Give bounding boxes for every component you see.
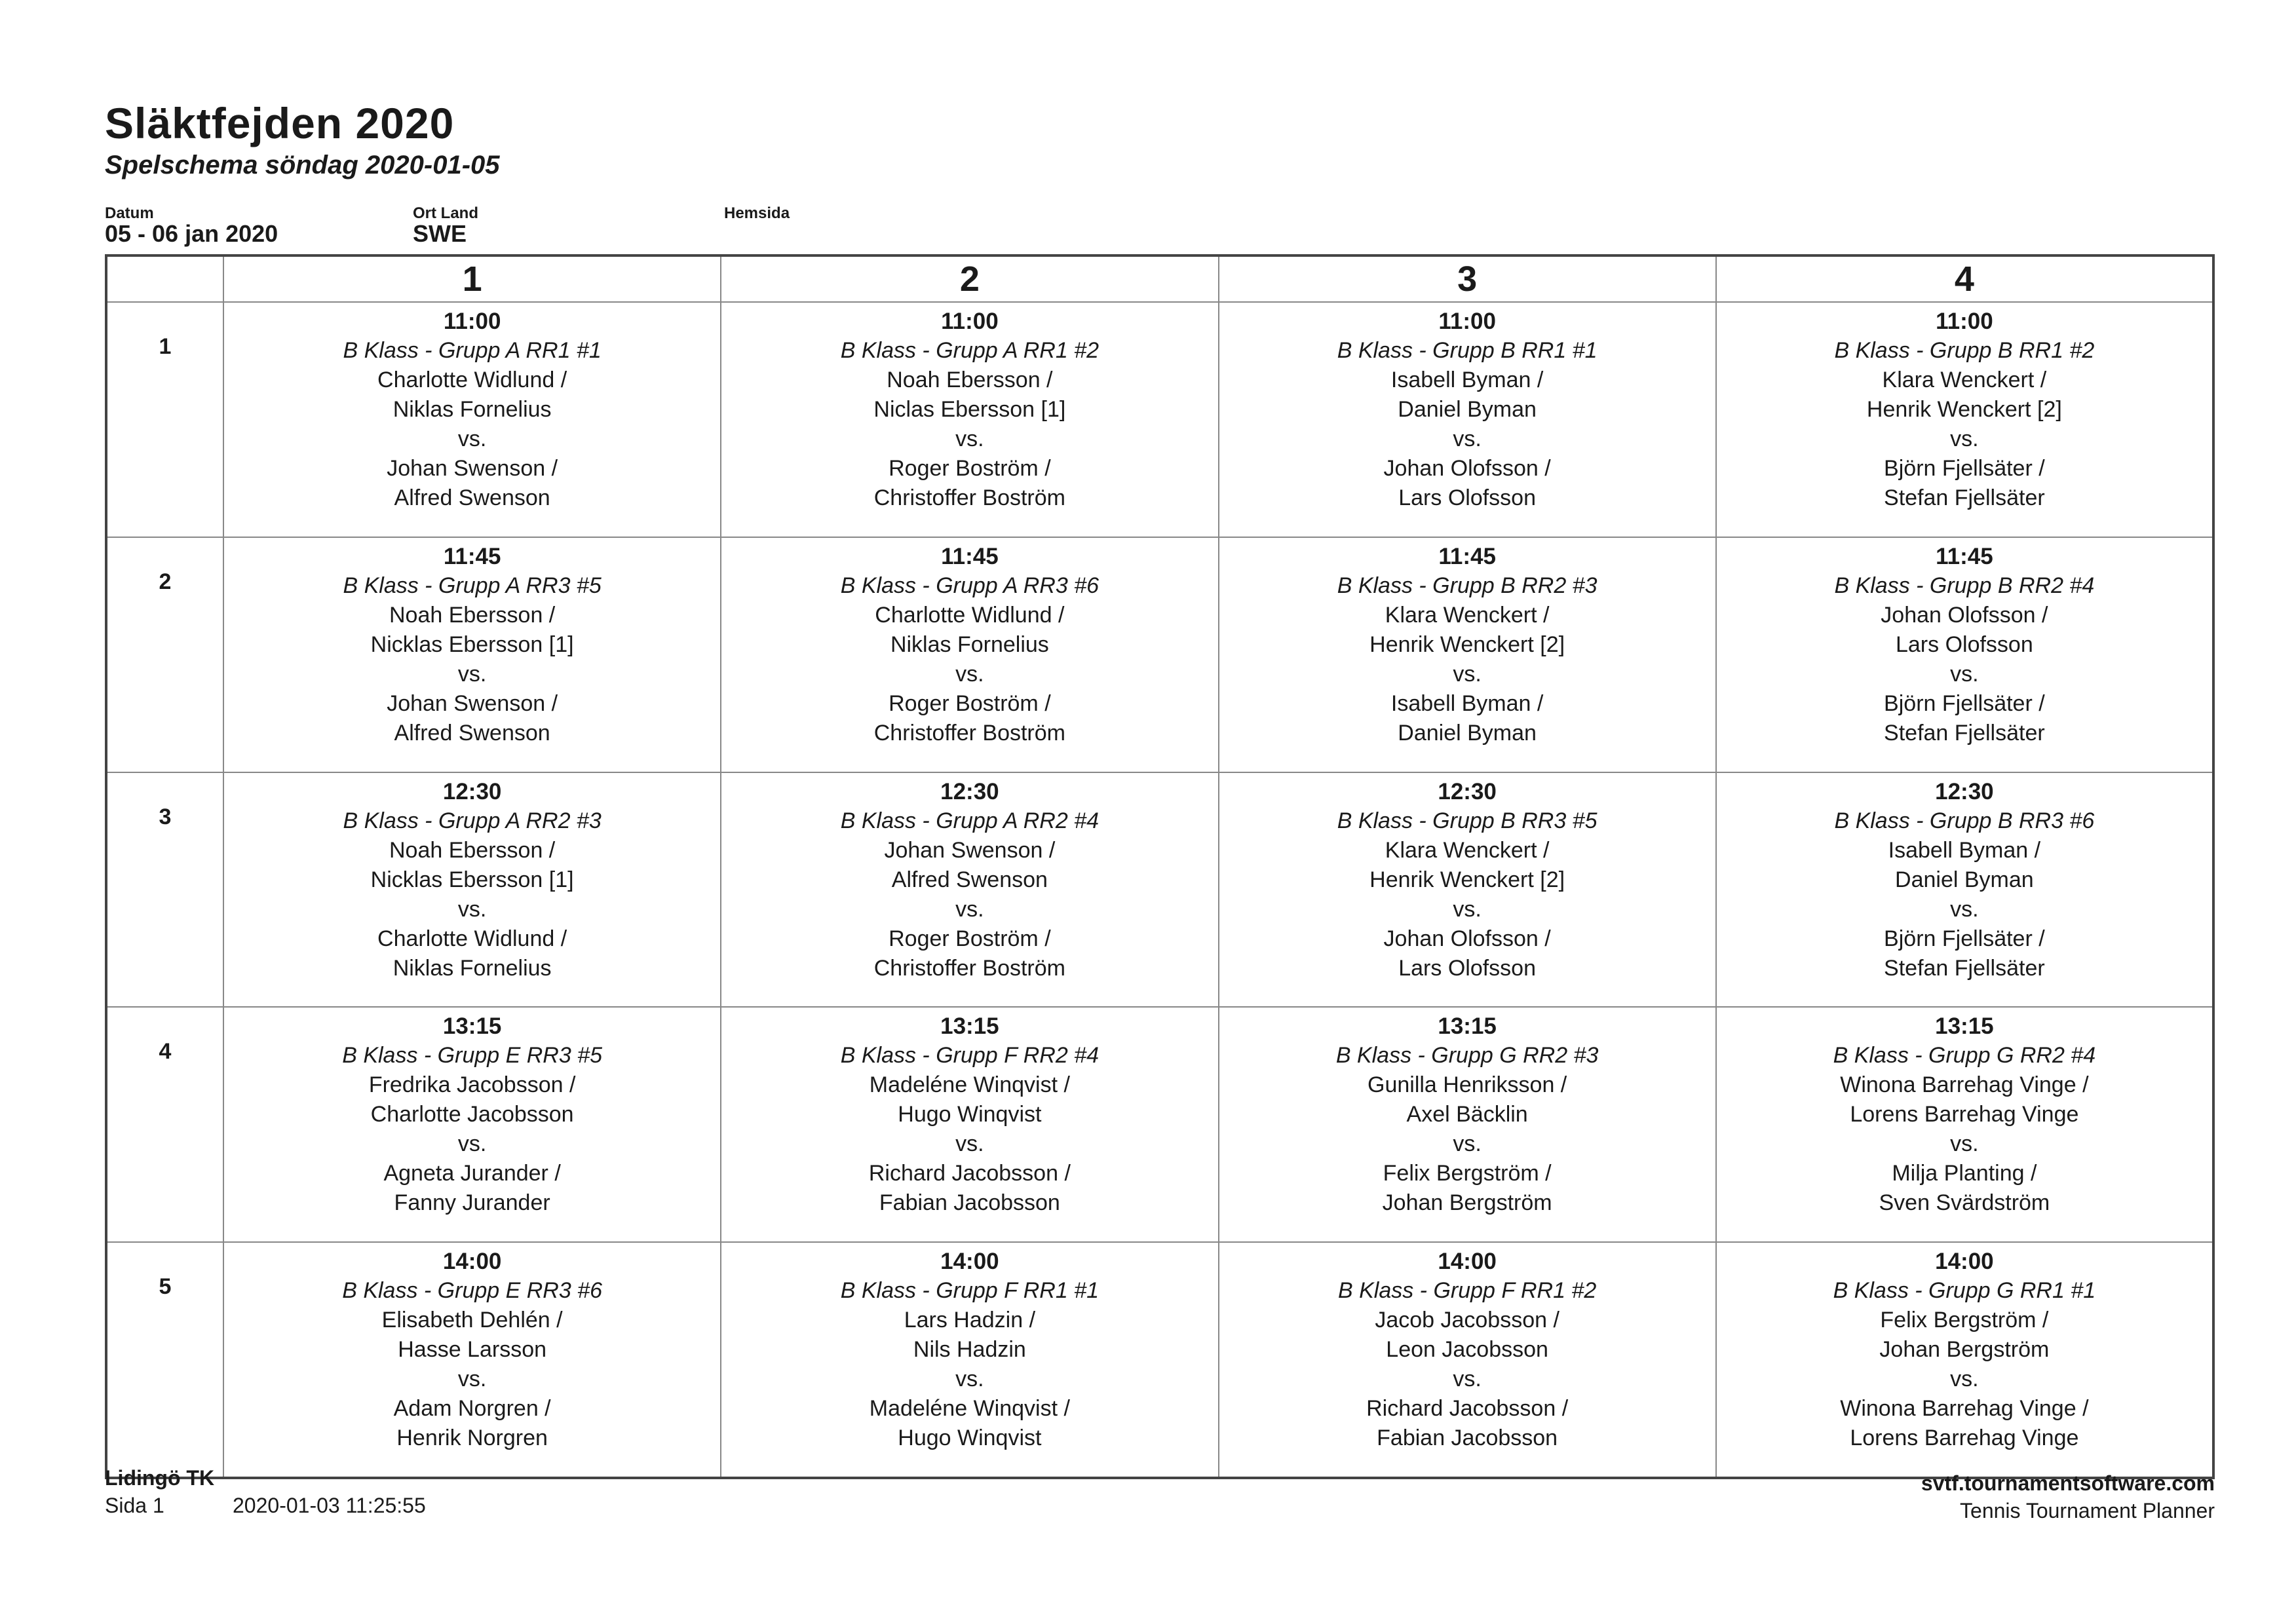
team2-player1: Winona Barrehag Vinge /: [1840, 1396, 2089, 1422]
team2-player2: Lars Olofsson: [1398, 485, 1536, 510]
team2-player1: Johan Olofsson /: [1383, 456, 1551, 481]
match-time: 12:30: [1935, 778, 1994, 804]
team2-player2: Johan Bergström: [1382, 1190, 1552, 1216]
team2-player2: Henrik Norgren: [396, 1426, 548, 1451]
match-time: 11:00: [1438, 309, 1496, 334]
team1-player2: Hasse Larsson: [398, 1337, 547, 1363]
team1-player2: Lorens Barrehag Vinge: [1850, 1102, 2079, 1127]
match-vs: vs.: [955, 1367, 984, 1392]
corner-cell: [106, 255, 223, 302]
match-group: B Klass - Grupp F RR1 #1: [840, 1278, 1100, 1304]
team2-player1: Björn Fjellsäter /: [1884, 926, 2045, 951]
match-cell: [1716, 537, 2213, 772]
team1-player1: Noah Ebersson /: [389, 837, 556, 863]
match-group: B Klass - Grupp A RR1 #2: [840, 338, 1100, 363]
match-cell: [721, 302, 1218, 537]
team2-player2: Christoffer Boström: [873, 955, 1065, 981]
match-cell: [1219, 1242, 1716, 1478]
team1-player2: Johan Bergström: [1879, 1337, 2050, 1363]
team1-player2: Niklas Fornelius: [890, 632, 1049, 657]
team1-player2: Hugo Winqvist: [898, 1102, 1042, 1127]
team2-player1: Roger Boström /: [889, 456, 1051, 481]
match-time: 12:30: [940, 778, 999, 804]
match-time: 13:15: [1438, 1013, 1497, 1040]
team1-player2: Niclas Ebersson [1]: [873, 397, 1066, 422]
team2-player1: Johan Olofsson /: [1383, 926, 1551, 951]
team2-player1: Johan Swenson /: [387, 690, 558, 716]
footer-site: svtf.tournamentsoftware.com: [1921, 1471, 2215, 1495]
match-vs: vs.: [1453, 896, 1482, 922]
schedule-row: [106, 537, 2213, 772]
match-vs: vs.: [457, 661, 487, 687]
team1-player1: Noah Ebersson /: [389, 602, 556, 628]
team2-player2: Christoffer Boström: [873, 720, 1065, 746]
match-group: B Klass - Grupp B RR1 #2: [1834, 338, 2095, 363]
match-time: 12:30: [1438, 778, 1497, 804]
match-cell: [721, 1242, 1218, 1478]
team2-player1: Isabell Byman /: [1390, 690, 1544, 716]
team1-player1: Isabell Byman /: [1888, 837, 2041, 863]
match-group: B Klass - Grupp F RR2 #4: [840, 1043, 1100, 1068]
match-cell: [1219, 302, 1716, 537]
team1-player2: Henrik Wenckert [2]: [1369, 867, 1565, 892]
team2-player2: Alfred Swenson: [394, 720, 550, 746]
team1-player1: Madeléne Winqvist /: [869, 1072, 1070, 1098]
team1-player2: Alfred Swenson: [891, 867, 1048, 892]
row-number: 4: [106, 1007, 223, 1242]
match-vs: vs.: [1453, 1131, 1482, 1157]
match-vs: vs.: [1950, 426, 1979, 451]
match-cell: [1716, 302, 2213, 537]
team1-player2: Daniel Byman: [1895, 867, 2034, 892]
match-time: 11:00: [443, 309, 501, 334]
header-row: [106, 255, 2213, 302]
match-group: B Klass - Grupp B RR3 #5: [1337, 808, 1598, 833]
footer-product: Tennis Tournament Planner: [1960, 1499, 2215, 1522]
team2-player1: Johan Swenson /: [387, 456, 558, 481]
team2-player2: Stefan Fjellsäter: [1884, 955, 2045, 981]
match-vs: vs.: [1950, 1367, 1979, 1392]
team1-player1: Johan Swenson /: [884, 837, 1056, 863]
match-cell: [1716, 772, 2213, 1008]
match-vs: vs.: [955, 426, 984, 451]
match-cell: [223, 1007, 721, 1242]
match-time: 14:00: [442, 1249, 502, 1275]
match-time: 11:45: [1438, 543, 1496, 569]
team1-player1: Johan Olofsson /: [1881, 602, 2048, 628]
team1-player2: Lars Olofsson: [1895, 632, 2033, 657]
match-group: B Klass - Grupp A RR3 #6: [840, 573, 1100, 598]
match-group: B Klass - Grupp A RR1 #1: [343, 338, 602, 363]
match-cell: [223, 302, 721, 537]
column-header: 1: [223, 255, 721, 302]
match-time: 11:45: [1936, 543, 1993, 569]
match-group: B Klass - Grupp E RR3 #5: [342, 1043, 603, 1068]
page-title: Släktfejden 2020: [105, 99, 455, 147]
team2-player2: Fanny Jurander: [394, 1190, 550, 1216]
team1-player1: Klara Wenckert /: [1882, 368, 2047, 392]
match-group: B Klass - Grupp B RR1 #1: [1337, 338, 1598, 363]
team1-player1: Gunilla Henriksson /: [1368, 1072, 1567, 1098]
team2-player1: Milja Planting /: [1892, 1161, 2037, 1186]
match-cell: [721, 772, 1218, 1008]
team2-player2: Stefan Fjellsäter: [1884, 485, 2045, 510]
match-cell: [1219, 1007, 1716, 1242]
datum-value: 05 - 06 jan 2020: [105, 220, 278, 247]
datum-label: Datum: [105, 204, 154, 222]
team1-player1: Noah Ebersson /: [887, 368, 1053, 392]
schedule-table: [105, 254, 2215, 1479]
team1-player1: Felix Bergström /: [1880, 1308, 2049, 1333]
match-cell: [1716, 1007, 2213, 1242]
match-cell: [1716, 1242, 2213, 1478]
match-vs: vs.: [955, 661, 984, 687]
match-time: 14:00: [1438, 1249, 1497, 1275]
team1-player2: Niklas Fornelius: [392, 397, 552, 422]
match-vs: vs.: [457, 896, 487, 922]
team1-player1: Lars Hadzin /: [904, 1308, 1036, 1333]
team2-player2: Niklas Fornelius: [392, 955, 552, 981]
team1-player2: Nicklas Ebersson [1]: [370, 632, 574, 657]
row-number: 2: [106, 537, 223, 772]
row-number: 5: [106, 1242, 223, 1478]
match-group: B Klass - Grupp B RR3 #6: [1834, 808, 2095, 833]
team2-player1: Charlotte Widlund /: [377, 926, 567, 951]
match-vs: vs.: [1950, 661, 1979, 687]
team1-player2: Nils Hadzin: [913, 1337, 1026, 1363]
match-group: B Klass - Grupp A RR2 #3: [343, 808, 602, 833]
match-cell: [223, 537, 721, 772]
match-time: 13:15: [1935, 1013, 1994, 1040]
match-vs: vs.: [457, 426, 487, 451]
footer-club: Lidingö TK: [105, 1466, 215, 1490]
match-group: B Klass - Grupp E RR3 #6: [342, 1278, 603, 1304]
match-vs: vs.: [1453, 661, 1482, 687]
match-group: B Klass - Grupp B RR2 #4: [1834, 573, 2095, 598]
team2-player1: Roger Boström /: [889, 690, 1051, 716]
ort-value: SWE: [413, 220, 467, 247]
team1-player2: Nicklas Ebersson [1]: [370, 867, 574, 892]
schedule-row: [106, 772, 2213, 1008]
team1-player2: Charlotte Jacobsson: [370, 1102, 574, 1127]
footer-timestamp: 2020-01-03 11:25:55: [233, 1494, 426, 1517]
match-time: 12:30: [442, 778, 502, 804]
team2-player1: Björn Fjellsäter /: [1884, 690, 2045, 716]
team2-player1: Richard Jacobsson /: [1366, 1396, 1569, 1422]
match-time: 11:45: [443, 543, 501, 569]
match-vs: vs.: [457, 1131, 487, 1157]
match-cell: [1219, 537, 1716, 772]
team1-player1: Fredrika Jacobsson /: [368, 1072, 576, 1098]
team1-player1: Elisabeth Dehlén /: [381, 1308, 563, 1333]
team1-player1: Isabell Byman /: [1390, 368, 1544, 392]
team2-player1: Richard Jacobsson /: [868, 1161, 1071, 1186]
team2-player2: Stefan Fjellsäter: [1884, 720, 2045, 746]
team1-player1: Jacob Jacobsson /: [1375, 1308, 1559, 1333]
hemsida-label: Hemsida: [724, 204, 790, 222]
team1-player1: Klara Wenckert /: [1385, 837, 1550, 863]
team2-player1: Björn Fjellsäter /: [1884, 456, 2045, 481]
team2-player2: Fabian Jacobsson: [879, 1190, 1060, 1216]
team2-player1: Adam Norgren /: [393, 1396, 551, 1422]
match-time: 14:00: [1935, 1249, 1994, 1275]
team2-player2: Hugo Winqvist: [898, 1426, 1042, 1451]
schedule-row: [106, 1242, 2213, 1478]
schedule-row: [106, 1007, 2213, 1242]
match-cell: [1219, 772, 1716, 1008]
match-vs: vs.: [1950, 896, 1979, 922]
row-number: 3: [106, 772, 223, 1008]
team2-player1: Roger Boström /: [889, 926, 1051, 951]
match-time: 13:15: [442, 1013, 502, 1040]
match-vs: vs.: [1453, 1367, 1482, 1392]
match-group: B Klass - Grupp F RR1 #2: [1337, 1278, 1597, 1304]
column-header: 3: [1219, 255, 1716, 302]
team2-player2: Daniel Byman: [1398, 720, 1537, 746]
team2-player2: Lars Olofsson: [1398, 955, 1536, 981]
team1-player1: Charlotte Widlund /: [377, 368, 567, 392]
match-group: B Klass - Grupp G RR2 #4: [1833, 1043, 2096, 1068]
match-group: B Klass - Grupp A RR3 #5: [343, 573, 602, 598]
match-cell: [223, 1242, 721, 1478]
match-group: B Klass - Grupp G RR1 #1: [1833, 1278, 2096, 1304]
column-header: 2: [721, 255, 1218, 302]
match-cell: [721, 1007, 1218, 1242]
team1-player1: Winona Barrehag Vinge /: [1840, 1072, 2089, 1098]
match-time: 11:00: [1936, 309, 1993, 334]
match-group: B Klass - Grupp A RR2 #4: [840, 808, 1100, 833]
row-number: 1: [106, 302, 223, 537]
team2-player2: Alfred Swenson: [394, 485, 550, 510]
team2-player2: Sven Svärdström: [1879, 1190, 2050, 1216]
team1-player2: Leon Jacobsson: [1386, 1337, 1548, 1363]
match-time: 11:00: [941, 309, 999, 334]
team1-player2: Henrik Wenckert [2]: [1866, 397, 2062, 422]
team1-player2: Daniel Byman: [1398, 397, 1537, 422]
match-time: 14:00: [940, 1249, 999, 1275]
footer-page: Sida 1: [105, 1494, 164, 1517]
match-group: B Klass - Grupp G RR2 #3: [1335, 1043, 1599, 1068]
team1-player1: Klara Wenckert /: [1385, 602, 1550, 628]
team1-player1: Charlotte Widlund /: [875, 602, 1065, 628]
team2-player1: Agneta Jurander /: [383, 1161, 561, 1186]
team2-player2: Lorens Barrehag Vinge: [1850, 1426, 2079, 1451]
match-cell: [721, 537, 1218, 772]
match-vs: vs.: [457, 1367, 487, 1392]
team1-player2: Henrik Wenckert [2]: [1369, 632, 1565, 657]
team2-player1: Madeléne Winqvist /: [869, 1396, 1070, 1422]
schedule-row: [106, 302, 2213, 537]
match-group: B Klass - Grupp B RR2 #3: [1337, 573, 1598, 598]
column-header: 4: [1716, 255, 2213, 302]
team2-player1: Felix Bergström /: [1383, 1161, 1552, 1186]
ort-label: Ort Land: [413, 204, 478, 222]
team1-player2: Axel Bäcklin: [1406, 1102, 1528, 1127]
match-time: 11:45: [941, 543, 999, 569]
page-subtitle: Spelschema söndag 2020-01-05: [105, 151, 500, 179]
match-vs: vs.: [1950, 1131, 1979, 1157]
match-time: 13:15: [940, 1013, 999, 1040]
match-cell: [223, 772, 721, 1008]
team2-player2: Fabian Jacobsson: [1377, 1426, 1558, 1451]
match-vs: vs.: [955, 1131, 984, 1157]
match-vs: vs.: [1453, 426, 1482, 451]
match-vs: vs.: [955, 896, 984, 922]
team2-player2: Christoffer Boström: [873, 485, 1065, 510]
